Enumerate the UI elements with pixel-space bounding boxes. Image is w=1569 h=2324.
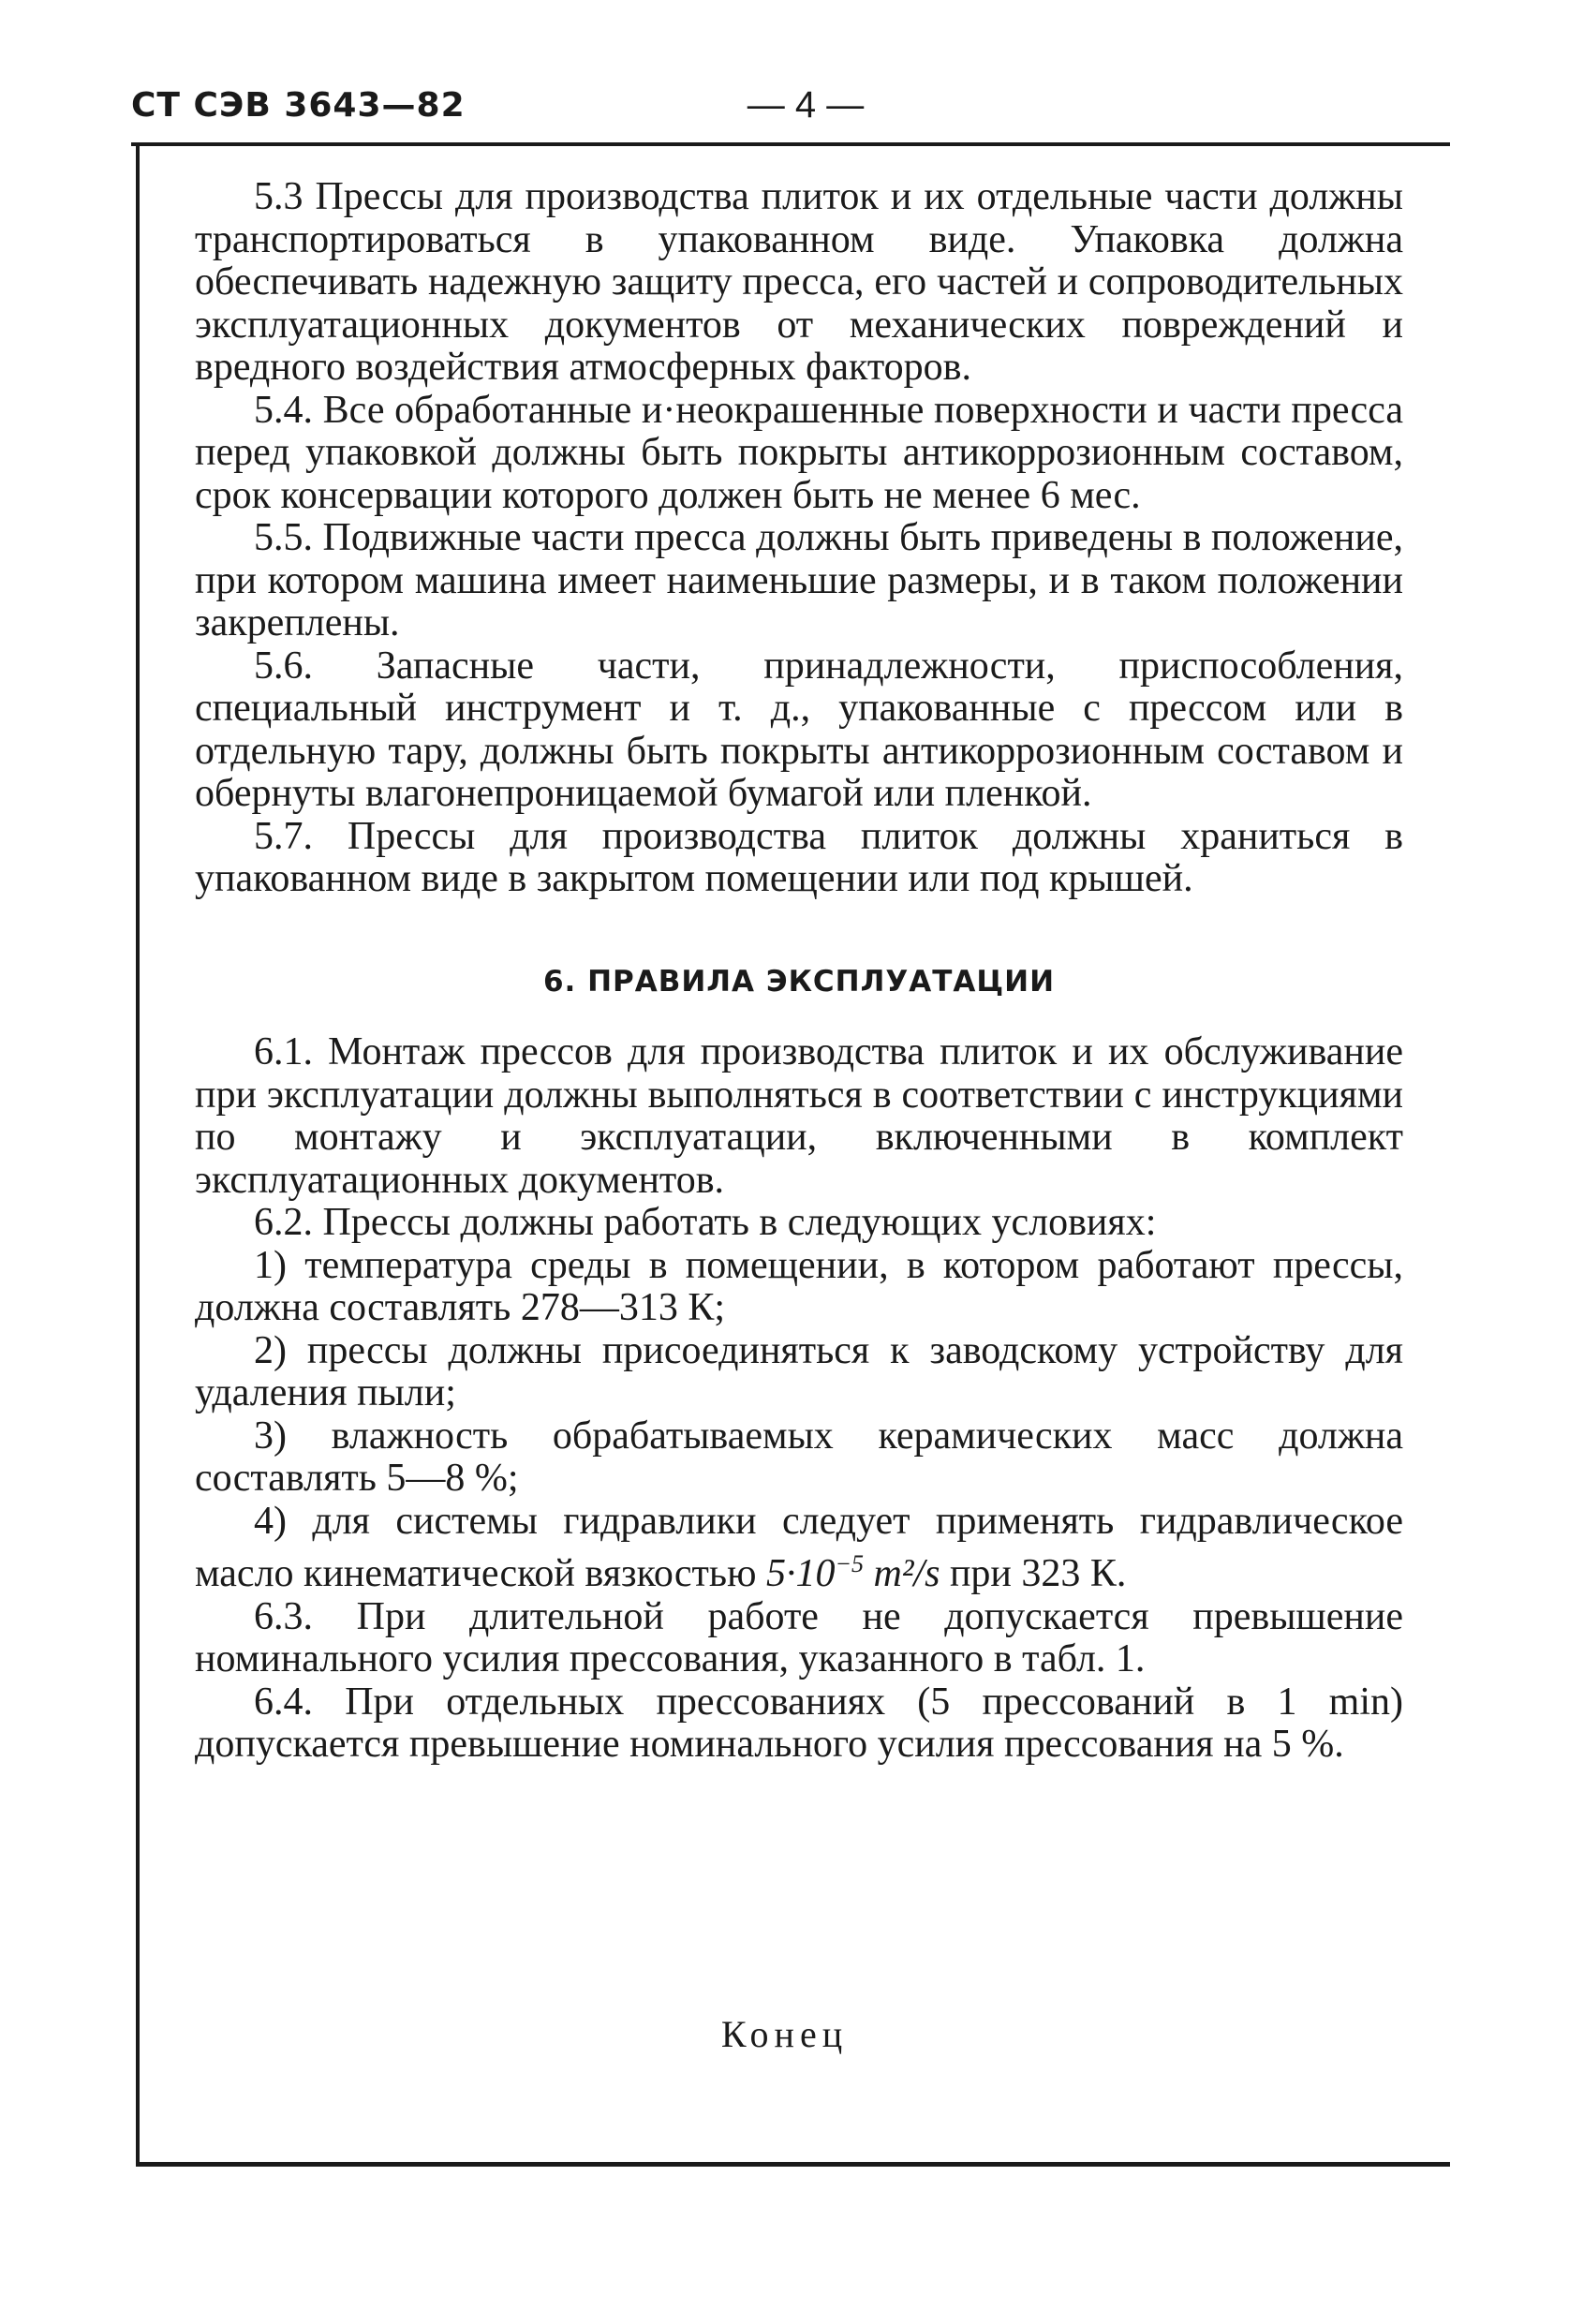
list-item-4 [195, 1501, 1403, 1596]
list-item-1: 1) температура среды в помещении, в котором работают прессы, должна составлять 278—313 К; [195, 1243, 1403, 1329]
list-item-4-tail: при 323 К. [940, 1552, 1127, 1595]
section-6-title: 6. ПРАВИЛА ЭКСПЛУАТАЦИИ [542, 964, 1056, 999]
bottom-rule [136, 2162, 1450, 2167]
list-item-3: 3) влажность обрабатываемых керамических масс должна составлять 5—8 %; [195, 1414, 1403, 1500]
paragraph-5-3: 5.3 Прессы для производства плиток и их отдельные части должны транспортироваться в упакованном виде. Упаковка должна обеспечивать надежную защиту пресса, его частей и сопроводительных эксплуатационных документов от механических повреждений и вредного воздействия атмосферных факторов. [195, 175, 1403, 389]
page-header [131, 79, 1443, 135]
paragraph-6-4: 6.4. При отдельных прессованиях (5 прессований в 1 min) допускается превышение номинального усилия прессования на 5 %. [195, 1680, 1403, 1766]
paragraph-6-3: 6.3. При длительной работе не допускается превышение номинального усилия прессования, указанного в табл. 1. [195, 1594, 1403, 1680]
page-number: — 4 — [747, 84, 865, 126]
top-rule [131, 142, 1450, 146]
paragraph-5-5: 5.5. Подвижные части пресса должны быть приведены в положение, при котором машина имеет наименьшие размеры, и в таком положении закреплены. [195, 516, 1403, 644]
paragraph-6-2: 6.2. Прессы должны работать в следующих условиях: [254, 1201, 1157, 1244]
viscosity-exponent: −5 [835, 1550, 864, 1577]
standard-code: СТ СЭВ 3643—82 [131, 86, 466, 125]
list-item-2: 2) прессы должны присоединяться к заводскому устройству для удаления пыли; [195, 1328, 1403, 1414]
paragraph-5-6: 5.6. Запасные части, принадлежности, приспособления, специальный инструмент и т. д., упакованные с прессом или в отдельную тару, должны быть покрыты антикоррозионным составом и обернуты влагонепроницаемой бумагой или пленкой. [195, 644, 1403, 815]
viscosity-value: 5·10 [765, 1552, 836, 1595]
left-rule [136, 142, 140, 2164]
viscosity-unit: m²/s [864, 1552, 940, 1595]
end-mark: Конец [720, 2013, 849, 2055]
paragraph-5-4: 5.4. Все обработанные и·неокрашенные поверхности и части пресса перед упаковкой должны быть покрыты антикоррозионным составом, срок консервации которого должен быть не менее 6 мес. [195, 388, 1403, 517]
paragraph-5-7: 5.7. Прессы для производства плиток должны храниться в упакованном виде в закрытом помещении или под крышей. [195, 814, 1403, 900]
document-body [195, 176, 1403, 1767]
list-item-4-text: 4) для системы гидравлики следует применять гидравлическое масло кинематической вязкостью [195, 1499, 1403, 1595]
paragraph-6-1: 6.1. Монтаж прессов для производства плиток и их обслуживание при эксплуатации должны выполняться в соответствии с инструкциями по монтажу и эксплуатации, включенными в комплект эксплуатационных документов. [195, 1030, 1403, 1202]
